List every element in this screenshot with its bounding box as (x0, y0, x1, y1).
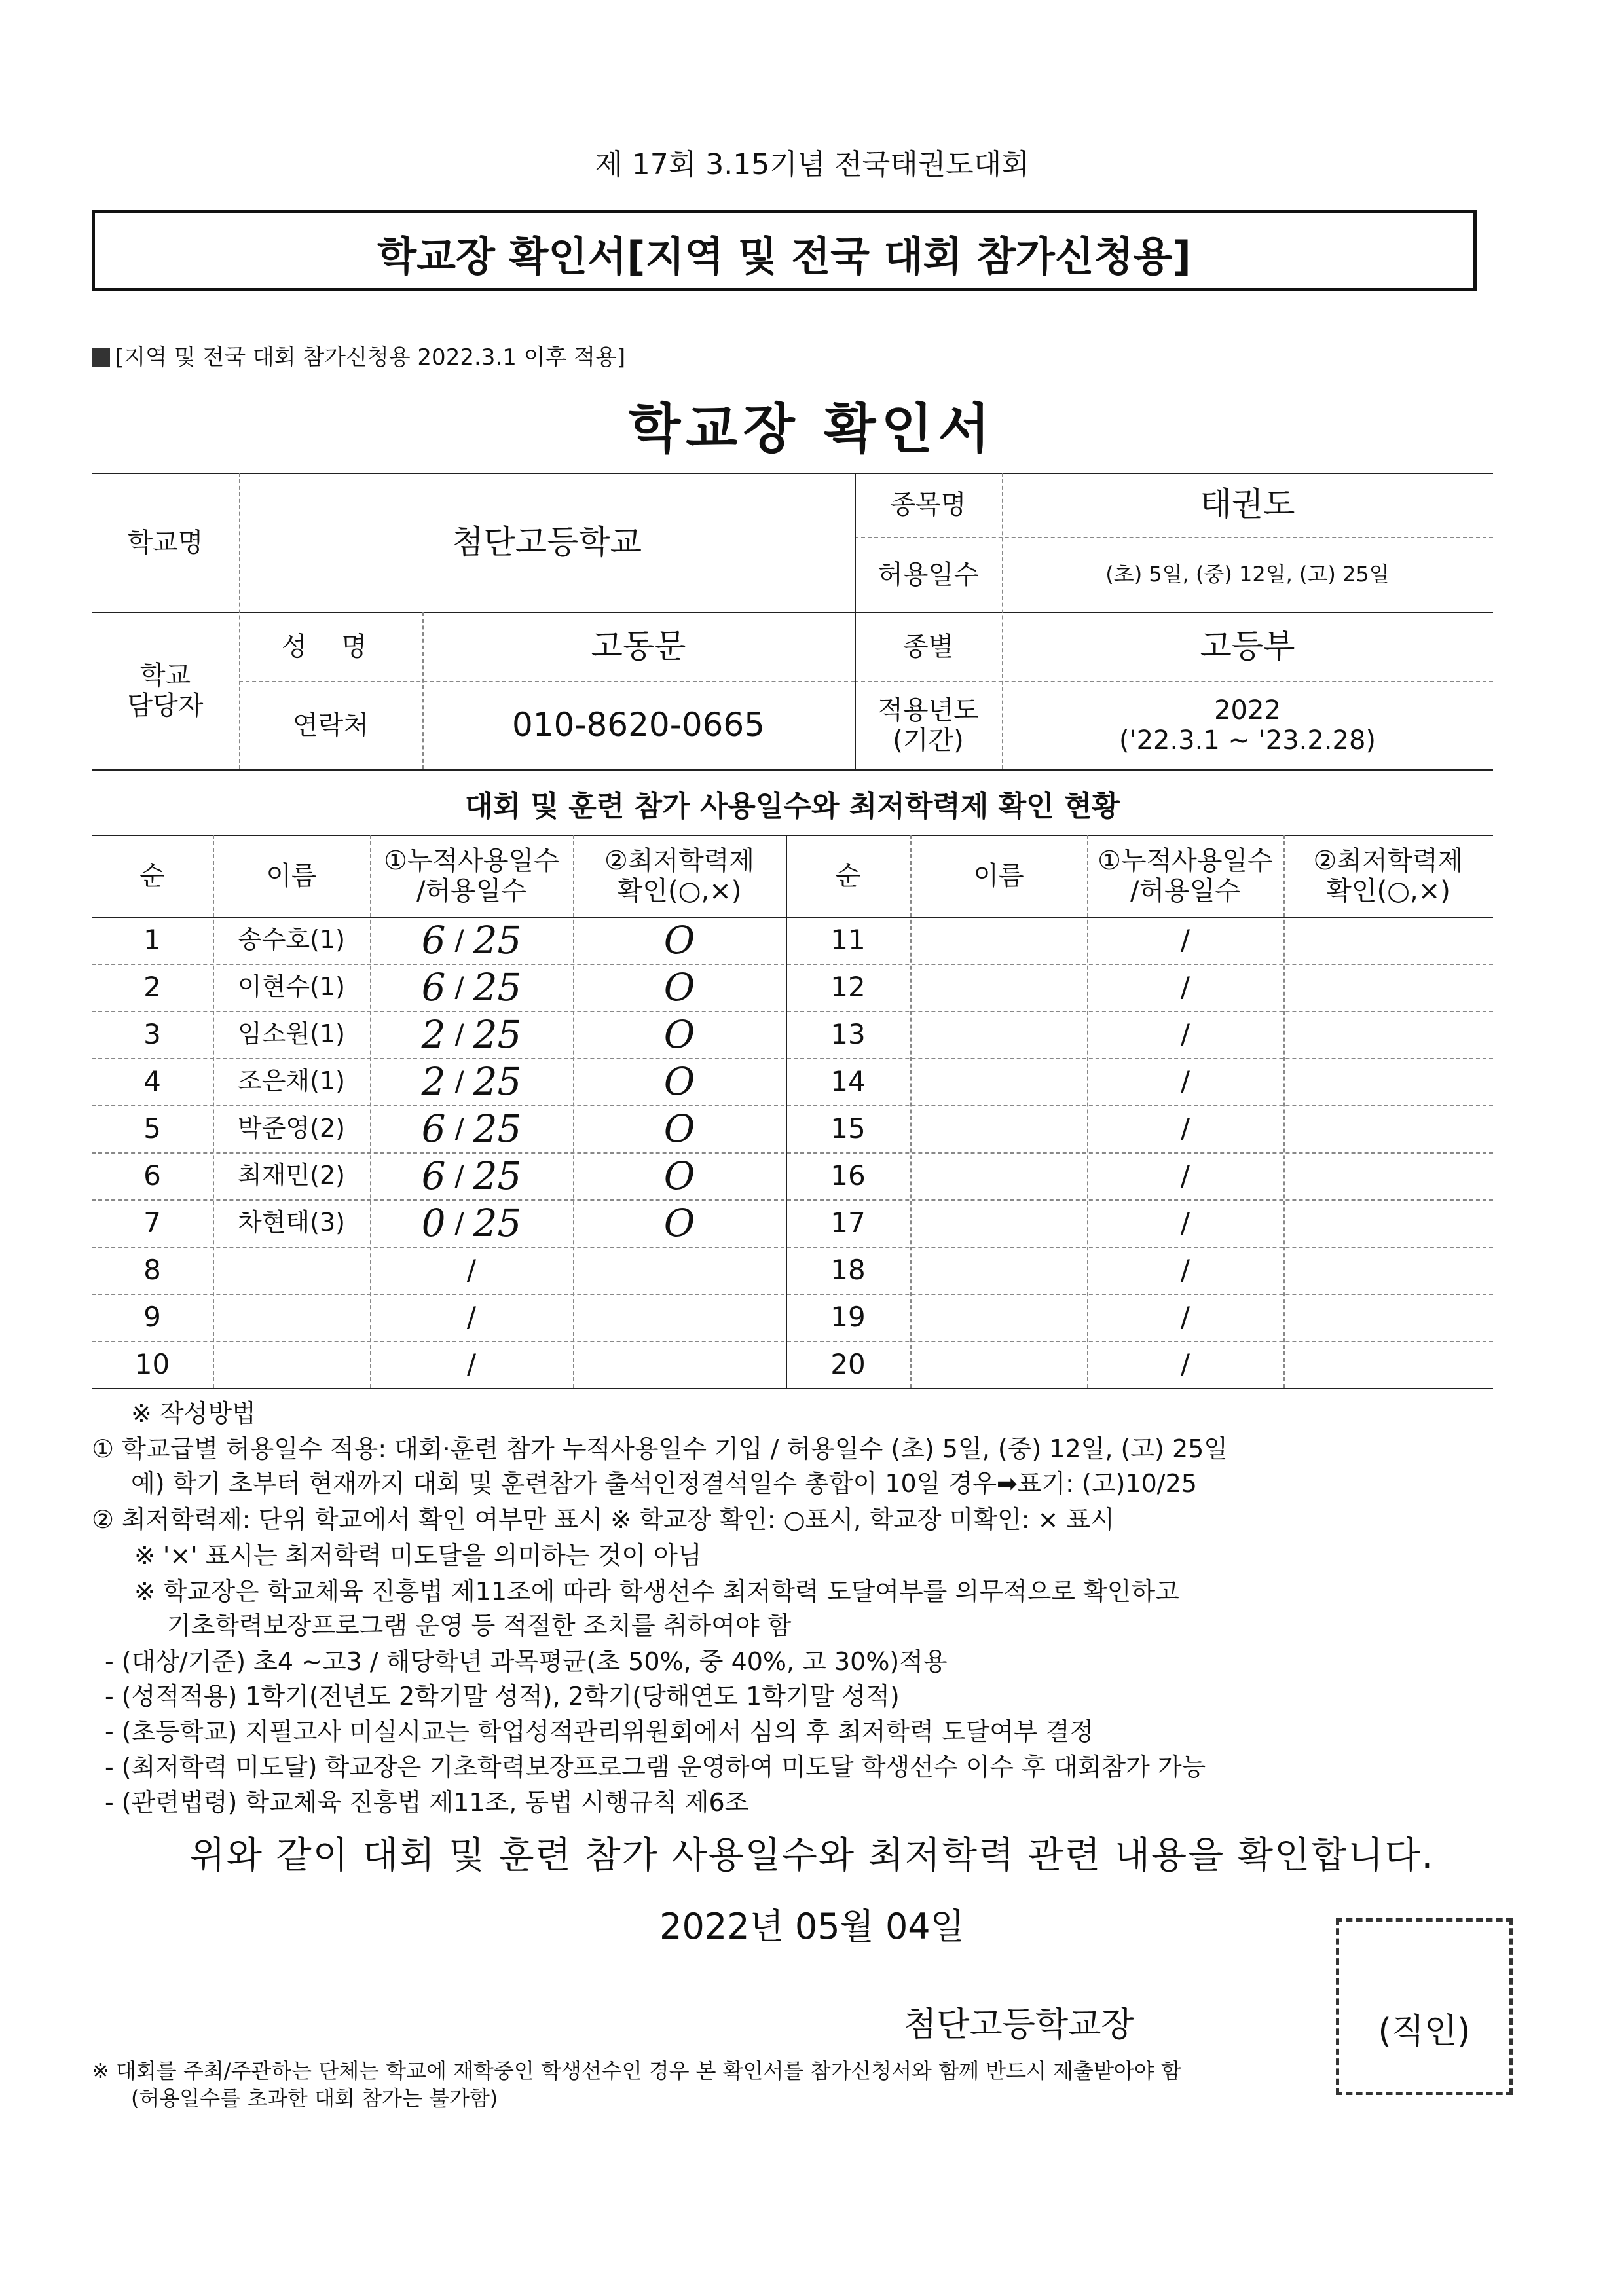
min-academic-check: O (663, 964, 695, 1010)
athlete-name (910, 1341, 1087, 1388)
days-cell (370, 1199, 573, 1247)
min-academic-check (1283, 917, 1493, 964)
athlete-name: 이현수(1) (238, 972, 345, 1002)
allowed-days-label: 허용일수 (877, 559, 979, 590)
note-2a: ※ '×' 표시는 최저학력 미도달을 의미하는 것이 아님 (134, 1541, 702, 1570)
detail-1: - (대상/기준) 초4 ~고3 / 해당학년 과목평균(초 50%, 중 40%, 고 30%)적용 (105, 1647, 948, 1676)
sport-label: 종목명 (890, 490, 967, 520)
row-no: 9 (143, 1300, 161, 1333)
detail-4: - (최저학력 미도달) 학교장은 기초학력보장프로그램 운영하여 미도달 학생선수 이수 후 대회참가 가능 (105, 1753, 1206, 1781)
col-header-name-right: 이름 (973, 860, 1024, 891)
used-days: 6 (421, 964, 446, 1010)
slash: / (466, 1253, 477, 1286)
seal-label: (직인) (1378, 2012, 1471, 2051)
min-academic-check: O (663, 1059, 695, 1104)
section-title: 대회 및 훈련 참가 사용일수와 최저학력제 확인 현황 (465, 790, 1120, 823)
days-cell (370, 1294, 573, 1341)
row-no: 6 (143, 1159, 161, 1192)
athlete-name: 박준영(2) (238, 1114, 345, 1143)
row-no: 8 (143, 1253, 161, 1286)
division-value: 고등부 (1200, 627, 1295, 665)
square-bullet-icon (92, 348, 110, 367)
used-days: 0 (421, 1200, 446, 1245)
slash: / (466, 1347, 477, 1380)
allowed-days: 25 (473, 1059, 522, 1104)
allowed-days: 25 (473, 1200, 522, 1245)
days-cell: / (1180, 1017, 1190, 1050)
note-2c: 기초학력보장프로그램 운영 등 적절한 조치를 취하여야 함 (167, 1611, 792, 1640)
row-no: 17 (830, 1206, 866, 1239)
col-header-no: 순 (139, 860, 165, 891)
athlete-name (910, 1199, 1087, 1247)
contact-value: 010-8620-0665 (511, 705, 765, 744)
row-no: 2 (143, 970, 161, 1003)
col-header-no-right: 순 (835, 860, 861, 891)
rule (92, 1388, 1493, 1389)
division-label: 종별 (902, 631, 954, 662)
allowed-days: 25 (473, 1153, 522, 1198)
min-academic-check (573, 1341, 786, 1388)
athlete-name (910, 1247, 1087, 1294)
min-academic-check (1283, 1247, 1493, 1294)
days-cell: / (1180, 1065, 1190, 1097)
school-name-value: 첨단고등학교 (452, 522, 642, 561)
athlete-name (213, 1294, 370, 1341)
col-header-check-right: ②최저학력제 확인(○,×) (1313, 845, 1464, 906)
col-header-days: ①누적사용일수 /허용일수 (384, 845, 559, 906)
days-cell (370, 1341, 573, 1388)
row-no: 3 (143, 1017, 161, 1050)
row-no: 20 (830, 1347, 866, 1380)
days-cell: / (1180, 1347, 1190, 1380)
slash: / (454, 970, 464, 1003)
slash: / (454, 1017, 464, 1050)
min-academic-check (1283, 1199, 1493, 1247)
detail-5: - (관련법령) 학교체육 진흥법 제11조, 동법 시행규칙 제6조 (105, 1788, 749, 1817)
slash: / (466, 1300, 477, 1333)
days-cell (370, 1058, 573, 1105)
athlete-name: 차현태(3) (238, 1208, 345, 1237)
used-days: 6 (421, 917, 446, 962)
days-cell (370, 1011, 573, 1058)
min-academic-check: O (663, 1106, 695, 1151)
row-no: 11 (830, 923, 866, 956)
manager-label: 학교 담당자 (127, 661, 204, 721)
row-no: 5 (143, 1112, 161, 1144)
days-cell: / (1180, 970, 1190, 1003)
footer-note-2: (허용일수를 초과한 대회 참가는 불가함) (131, 2086, 498, 2111)
notes-heading: ※ 작성방법 (131, 1399, 256, 1428)
slash: / (454, 1159, 464, 1192)
note-2b: ※ 학교장은 학교체육 진흥법 제11조에 따라 학생선수 최저학력 도달여부를 의무적으로 확인하고 (134, 1577, 1179, 1606)
year-label: 적용년도 (기간) (877, 695, 979, 756)
name-value: 고동문 (591, 627, 686, 665)
row-no: 1 (143, 923, 161, 956)
detail-2: - (성적적용) 1학기(전년도 2학기말 성적), 2학기(당해연도 1학기말 성적) (105, 1682, 900, 1711)
main-title: 학교장 확인서 (629, 398, 995, 460)
row-no: 14 (830, 1065, 866, 1097)
closing-statement: 위와 같이 대회 및 훈련 참가 사용일수와 최저학력 관련 내용을 확인합니다. (189, 1834, 1435, 1877)
used-days: 2 (421, 1011, 446, 1057)
athlete-name: 송수호(1) (238, 925, 345, 955)
principal-name: 첨단고등학교장 (904, 2005, 1134, 2045)
row-no: 15 (830, 1112, 866, 1144)
min-academic-check: O (663, 1200, 695, 1245)
days-cell: / (1180, 923, 1190, 956)
row-no: 16 (830, 1159, 866, 1192)
col-header-days-right: ①누적사용일수 /허용일수 (1098, 845, 1273, 906)
min-academic-check (1283, 1294, 1493, 1341)
row-no: 4 (143, 1065, 161, 1097)
allowed-days: 25 (473, 1106, 522, 1151)
athlete-name (910, 1011, 1087, 1058)
athlete-name: 임소원(1) (238, 1019, 345, 1049)
document-box-title: 학교장 확인서[지역 및 전국 대회 참가신청용] (377, 232, 1191, 280)
athlete-name (213, 1247, 370, 1294)
min-academic-check (573, 1247, 786, 1294)
row-no: 19 (830, 1300, 866, 1333)
slash: / (454, 1112, 464, 1144)
days-cell: / (1180, 1112, 1190, 1144)
note-2: ② 최저학력제: 단위 학교에서 확인 여부만 표시 ※ 학교장 확인: ○표시, 학교장 미확인: × 표시 (92, 1505, 1115, 1534)
footer-note: ※ 대회를 주최/주관하는 단체는 학교에 재학중인 학생선수인 경우 본 확인서를 참가신청서와 함께 반드시 제출받아야 함 (92, 2058, 1181, 2083)
note-1: ① 학교급별 허용일수 적용: 대회·훈련 참가 누적사용일수 기입 / 허용일수 (초) 5일, (중) 12일, (고) 25일 (92, 1434, 1228, 1463)
allowed-days: 25 (473, 917, 522, 962)
col-header-check: ②최저학력제 확인(○,×) (604, 845, 755, 906)
min-academic-check (1283, 964, 1493, 1011)
days-cell (370, 964, 573, 1011)
min-academic-check (1283, 1105, 1493, 1152)
min-academic-check: O (663, 1011, 695, 1057)
row-no: 13 (830, 1017, 866, 1050)
min-academic-check: O (663, 917, 695, 962)
athlete-name (910, 917, 1087, 964)
event-title: 제 17회 3.15기념 전국태권도대회 (595, 148, 1029, 181)
athlete-name (910, 964, 1087, 1011)
athlete-name (910, 1294, 1087, 1341)
row-no: 7 (143, 1206, 161, 1239)
athlete-name: 최재민(2) (238, 1161, 345, 1190)
days-cell (370, 1152, 573, 1199)
days-cell (370, 1105, 573, 1152)
min-academic-check (1283, 1058, 1493, 1105)
apply-note-text: [지역 및 전국 대회 참가신청용 2022.3.1 이후 적용] (115, 344, 626, 371)
detail-3: - (초등학교) 지필고사 미실시교는 학업성적관리위원회에서 심의 후 최저학력 도달여부 결정 (105, 1717, 1094, 1746)
used-days: 6 (421, 1153, 446, 1198)
slash: / (454, 923, 464, 956)
days-cell: / (1180, 1253, 1190, 1286)
slash: / (454, 1065, 464, 1097)
days-cell: / (1180, 1300, 1190, 1333)
slash: / (454, 1206, 464, 1239)
year-value: 2022 ('22.3.1 ~ '23.2.28) (1118, 695, 1376, 756)
min-academic-check (573, 1294, 786, 1341)
apply-note (92, 339, 625, 371)
athlete-name (213, 1341, 370, 1388)
allowed-days-value: (초) 5일, (중) 12일, (고) 25일 (1105, 562, 1390, 587)
athlete-name (910, 1058, 1087, 1105)
min-academic-check: O (663, 1153, 695, 1198)
name-label: 성 명 (282, 631, 380, 662)
allowed-days: 25 (473, 964, 522, 1010)
days-cell (370, 1247, 573, 1294)
min-academic-check (1283, 1152, 1493, 1199)
col-header-name: 이름 (266, 860, 317, 891)
row-no: 18 (830, 1253, 866, 1286)
contact-label: 연락처 (293, 710, 369, 740)
school-name-label: 학교명 (127, 527, 204, 558)
allowed-days: 25 (473, 1011, 522, 1057)
used-days: 6 (421, 1106, 446, 1151)
note-1-example: 예) 학기 초부터 현재까지 대회 및 훈련참가 출석인정결석일수 총합이 10일 경우➡표기: (고)10/25 (131, 1469, 1197, 1498)
min-academic-check (1283, 1341, 1493, 1388)
rule (92, 769, 1493, 771)
row-no: 10 (134, 1347, 170, 1380)
days-cell: / (1180, 1206, 1190, 1239)
athlete-name (910, 1152, 1087, 1199)
athlete-name (910, 1105, 1087, 1152)
sport-value: 태권도 (1200, 485, 1295, 524)
days-cell: / (1180, 1159, 1190, 1192)
days-cell (370, 917, 573, 964)
athlete-name: 조은채(1) (238, 1066, 345, 1096)
min-academic-check (1283, 1011, 1493, 1058)
row-no: 12 (830, 970, 866, 1003)
used-days: 2 (421, 1059, 446, 1104)
issue-date: 2022년 05월 04일 (659, 1906, 965, 1947)
